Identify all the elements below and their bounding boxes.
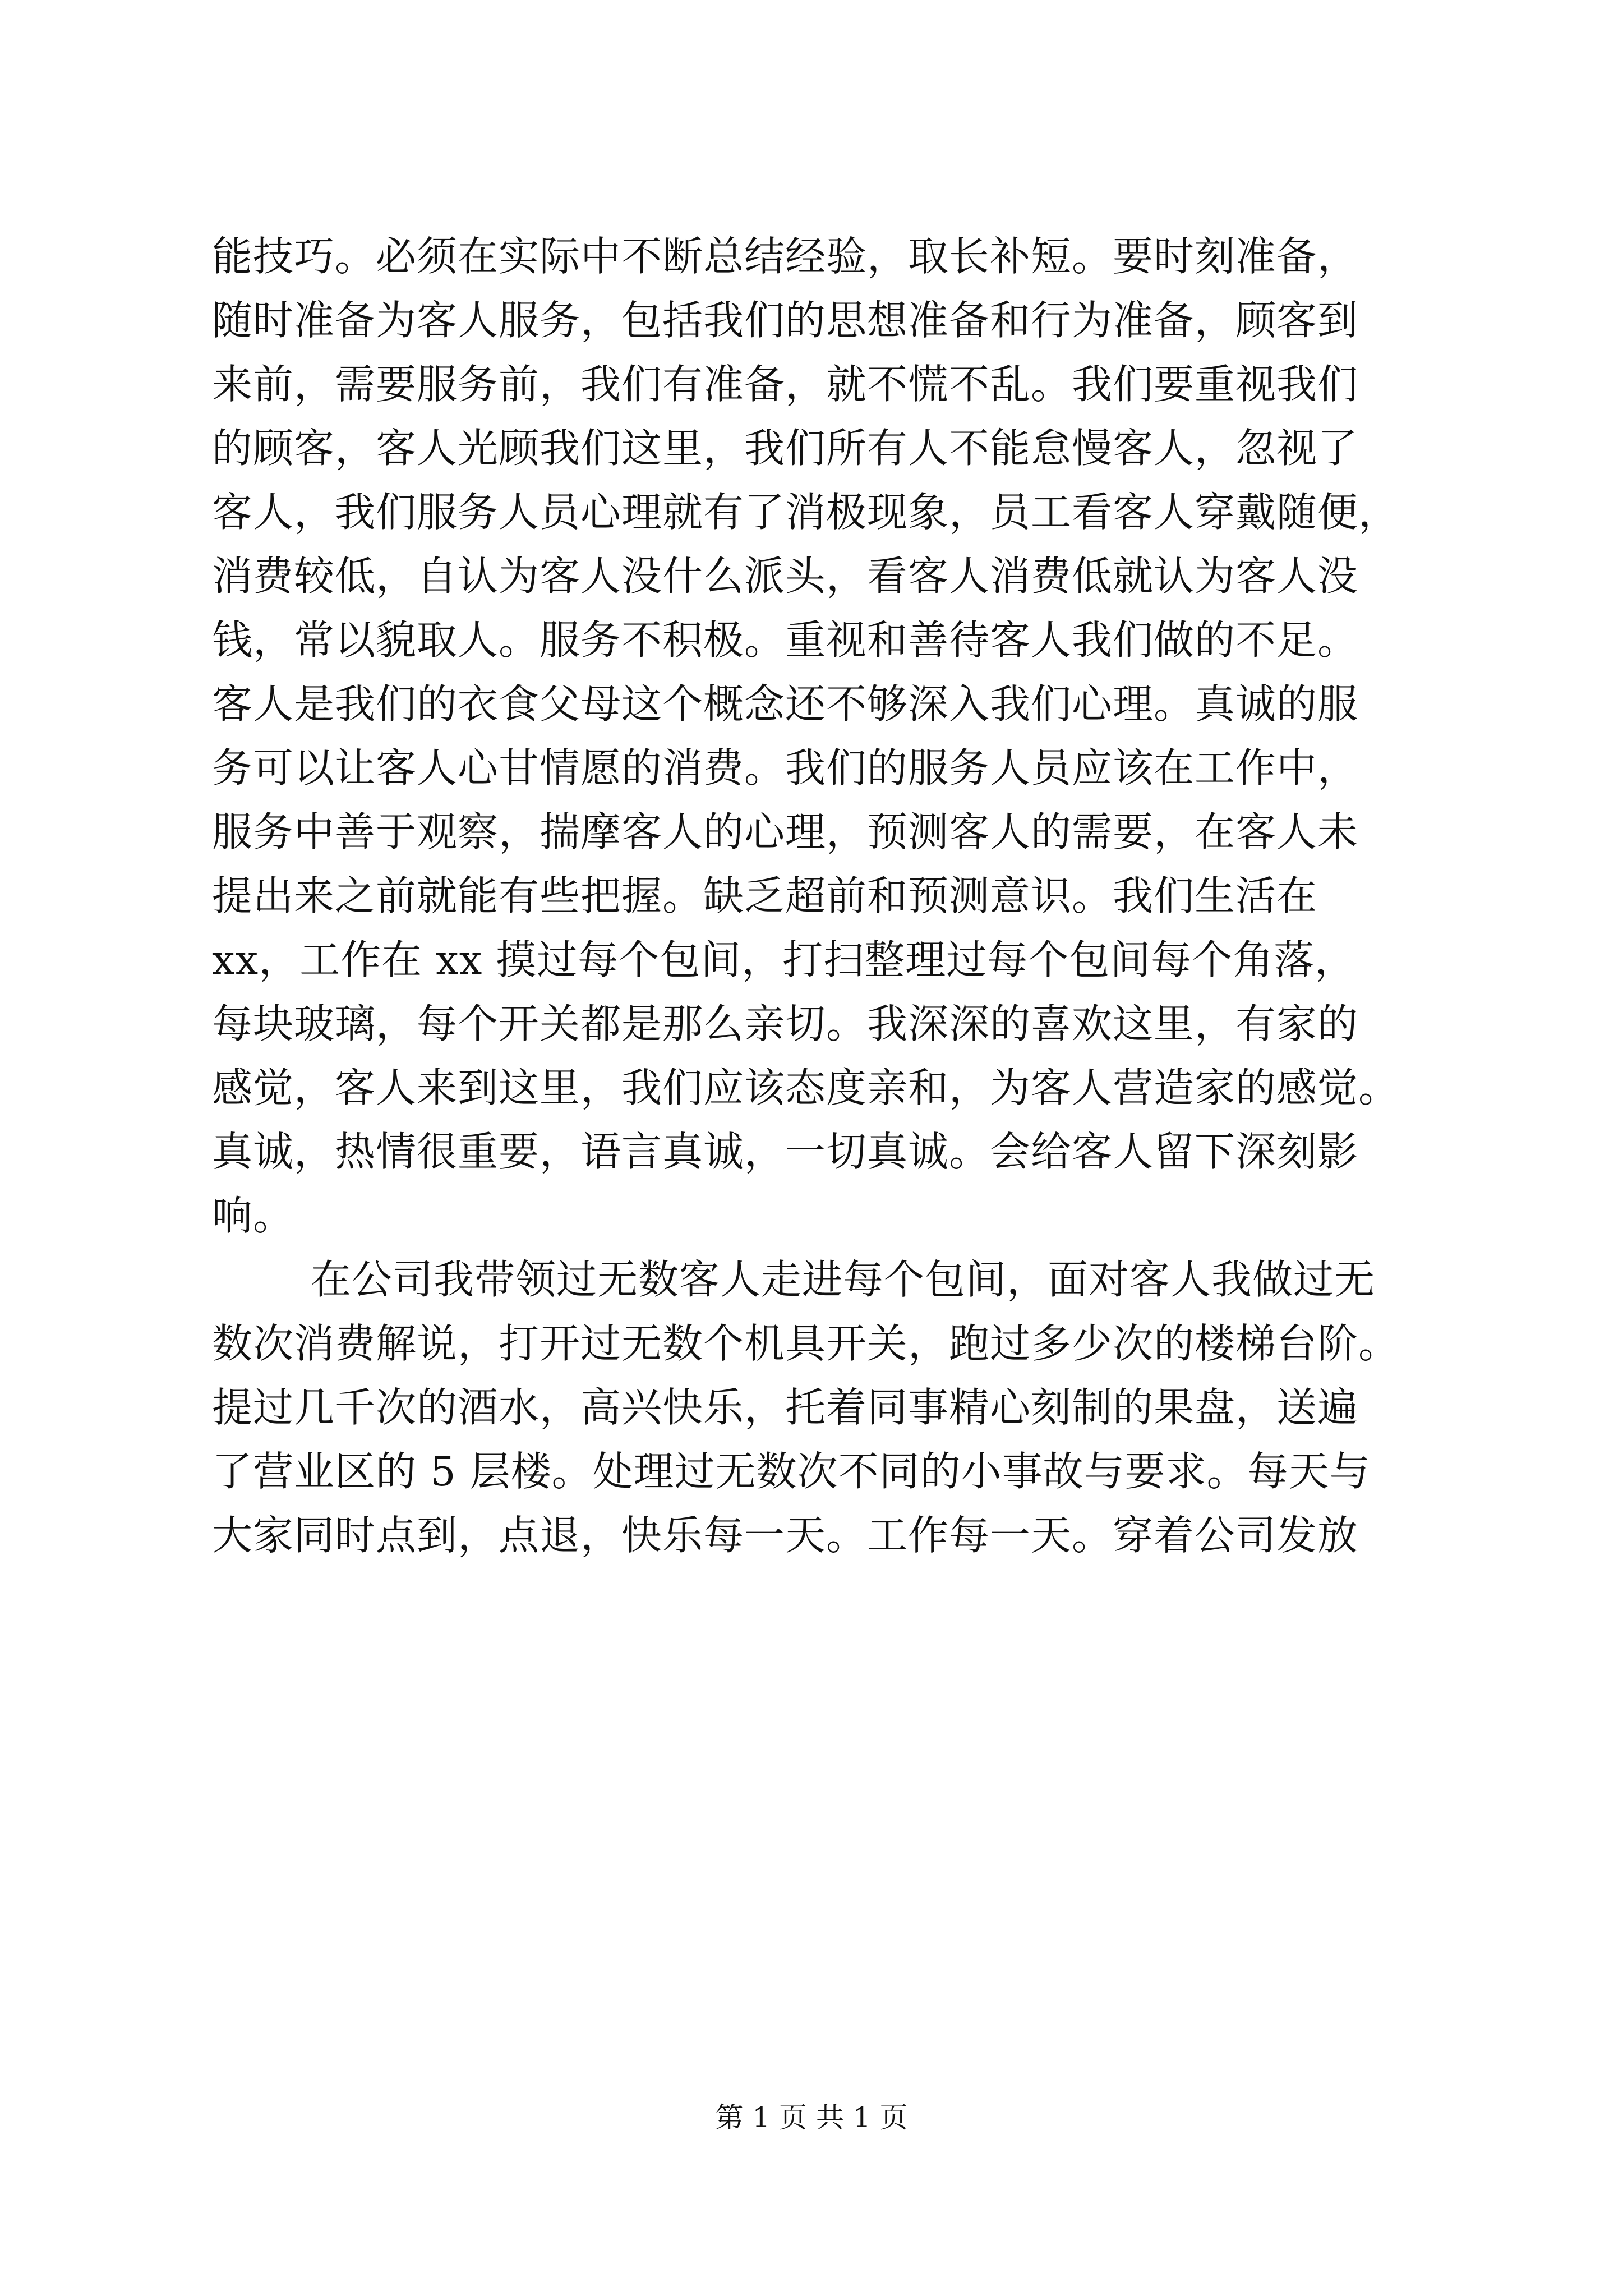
- text-line: 务可以让客人心甘情愿的消费。我们的服务人员应该在工作中，: [212, 744, 1359, 792]
- text-line: 来前，需要服务前，我们有准备，就不慌不乱。我们要重视我们: [212, 361, 1359, 408]
- text-line: 随时准备为客人服务，包括我们的思想准备和行为准备，顾客到: [212, 297, 1359, 344]
- text-line: 提过几千次的酒水，高兴快乐，托着同事精心刻制的果盘，送遍: [212, 1384, 1359, 1431]
- text-line: 感觉，客人来到这里，我们应该态度亲和，为客人营造家的感觉。: [212, 1064, 1400, 1111]
- text-line: 真诚，热情很重要，语言真诚，一切真诚。会给客人留下深刻影: [212, 1128, 1359, 1175]
- text-line: 客人，我们服务人员心理就有了消极现象，员工看客人穿戴随便，: [212, 489, 1400, 536]
- page-footer: 第 1 页 共 1 页: [715, 2101, 908, 2134]
- text-line: 每块玻璃，每个开关都是那么亲切。我深深的喜欢这里，有家的: [212, 1000, 1359, 1047]
- text-line: 能技巧。必须在实际中不断总结经验，取长补短。要时刻准备，: [212, 233, 1359, 280]
- text-line: 钱，常以貌取人。服务不积极。重视和善待客人我们做的不足。: [212, 616, 1359, 664]
- text-line: 的顾客，客人光顾我们这里，我们所有人不能怠慢客人，忽视了: [212, 425, 1359, 472]
- text-line: 服务中善于观察，揣摩客人的心理，预测客人的需要，在客人未: [212, 808, 1359, 855]
- text-line: 提出来之前就能有些把握。缺乏超前和预测意识。我们生活在: [212, 872, 1318, 919]
- text-line: 数次消费解说，打开过无数个机具开关，跑过多少次的楼梯台阶。: [212, 1320, 1400, 1367]
- text-line: 客人是我们的衣食父母这个概念还不够深入我们心理。真诚的服: [212, 680, 1359, 728]
- text-line: xx，工作在 xx 摸过每个包间，打扫整理过每个包间每个角落，: [212, 936, 1356, 983]
- text-line: 响。: [212, 1192, 294, 1239]
- paragraph-first-line: 在公司我带领过无数客人走进每个包间，面对客人我做过无: [311, 1256, 1376, 1303]
- text-line: 消费较低，自认为客人没什么派头，看客人消费低就认为客人没: [212, 553, 1359, 600]
- body-text: [212, 224, 1446, 1567]
- text-line: 大家同时点到，点退，快乐每一天。工作每一天。穿着公司发放: [212, 1512, 1359, 1559]
- text-line: 了营业区的 5 层楼。处理过无数次不同的小事故与要求。每天与: [212, 1448, 1371, 1495]
